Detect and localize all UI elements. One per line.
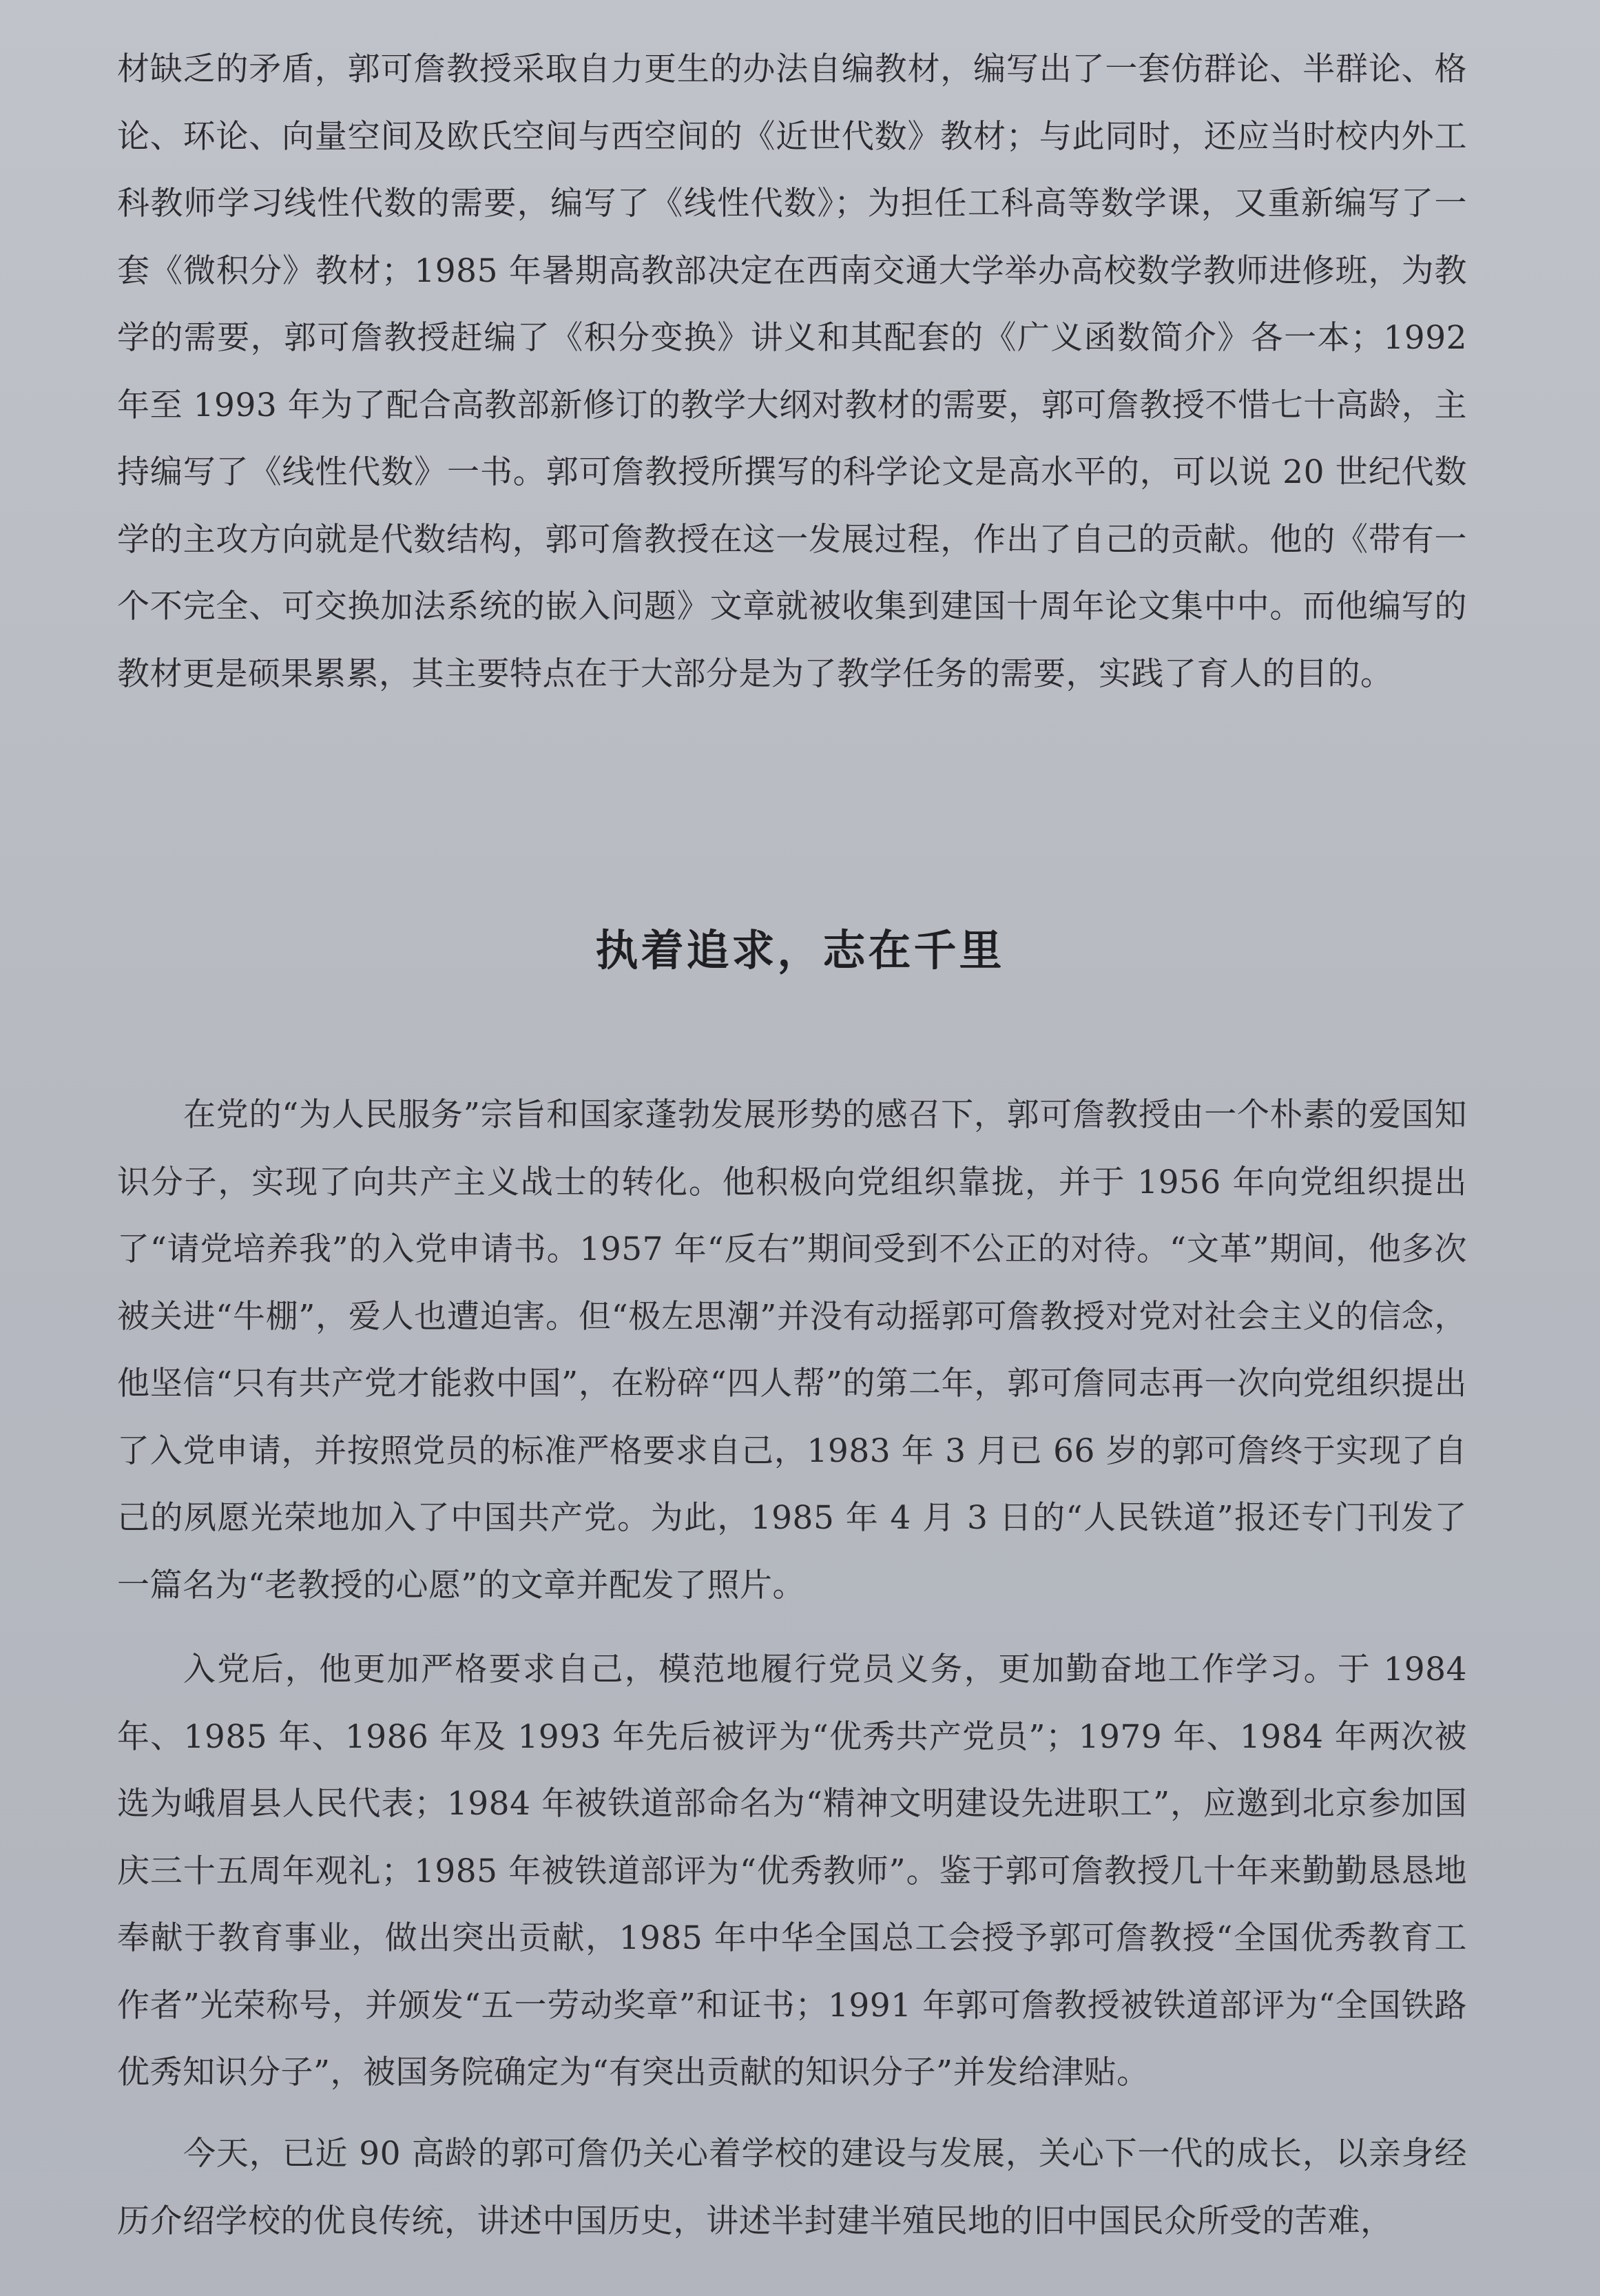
- section-heading: 执着追求，志在千里: [595, 925, 1005, 975]
- paragraph-party-membership: 在党的“为人民服务”宗旨和国家蓬勃发展形势的感召下，郭可詹教授由一个朴素的爱国知识分子，实现了向共产主义战士的转化。他积极向党组织靠拢，并于 1956 年向党组织提出了“请党培养我”的入党申请书。1957 年“反右”期间受到不公正的对待。“文革”期间，他多次被关进“牛棚”，爱人也遭迫害。但“极左思潮”并没有动摇郭可詹教授对党对社会主义的信念，他坚信“只有共产党才能救中国”，在粉碎“四人帮”的第二年，郭可詹同志再一次向党组织提出了入党申请，并按照党员的标准严格要求自己，1983 年 3 月已 66 岁的郭可詹终于实现了自己的夙愿光荣地加入了中国共产党。为此，1985 年 4 月 3 日的“人民铁道”报还专门刊发了一篇名为“老教授的心愿”的文章并配发了照片。: [117, 1096, 1467, 1604]
- paragraph-honors: 入党后，他更加严格要求自己，模范地履行党员义务，更加勤奋地工作学习。于 1984 年、1985 年、1986 年及 1993 年先后被评为“优秀共产党员”；1979 年、1984 年两次被选为峨眉县人民代表；1984 年被铁道部命名为“精神文明建设先进职工”，应邀到北京参加国庆三十五周年观礼；1985 年被铁道部评为“优秀教师”。鉴于郭可詹教授几十年来勤勤恳恳地奉献于教育事业，做出突出贡献，1985 年中华全国总工会授予郭可詹教授“全国优秀教育工作者”光荣称号，并颁发“五一劳动奖章”和证书；1991 年郭可詹教授被铁道部评为“全国铁路优秀知识分子”，被国务院确定为“有突出贡献的知识分子”并发给津贴。: [117, 1651, 1467, 2091]
- paragraph-textbook-writing: 材缺乏的矛盾，郭可詹教授采取自力更生的办法自编教材，编写出了一套仿群论、半群论、格论、环论、向量空间及欧氏空间与西空间的《近世代数》教材；与此同时，还应当时校内外工科教师学习线性代数的需要，编写了《线性代数》；为担任工科高等数学课，又重新编写了一套《微积分》教材；1985 年暑期高教部决定在西南交通大学举办高校数学教师进修班，为教学的需要，郭可詹教授赶编了《积分变换》讲义和其配套的《广义函数简介》各一本；1992 年至 1993 年为了配合高教部新修订的教学大纲对教材的需要，郭可詹教授不惜七十高龄，主持编写了《线性代数》一书。郭可詹教授所撰写的科学论文是高水平的，可以说 20 世纪代数学的主攻方向就是代数结构，郭可詹教授在这一发展过程，作出了自己的贡献。他的《带有一个不完全、可交换加法系统的嵌入问题》文章就被收集到建国十周年论文集中中。而他编写的教材更是硕果累累，其主要特点在于大部分是为了教学任务的需要，实践了育人的目的。: [117, 50, 1467, 693]
- paragraph-today: 今天，已近 90 高龄的郭可詹仍关心着学校的建设与发展，关心下一代的成长，以亲身经历介绍学校的优良传统，讲述中国历史，讲述半封建半殖民地的旧中国民众所受的苦难，: [117, 2135, 1467, 2240]
